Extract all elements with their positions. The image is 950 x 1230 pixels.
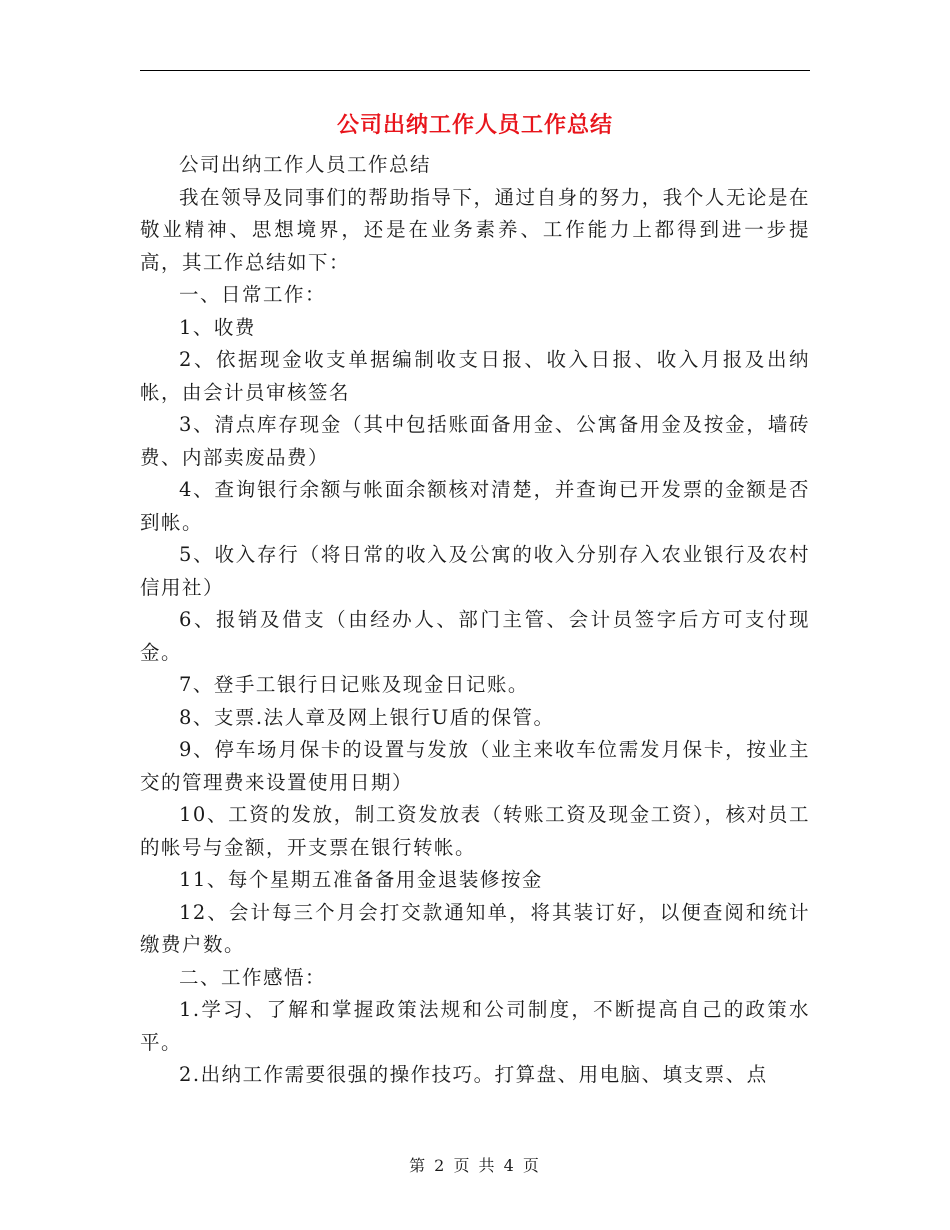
list-item: 7、登手工银行日记账及现金日记账。 bbox=[179, 673, 529, 696]
paragraph-subtitle: 公司出纳工作人员工作总结 bbox=[179, 153, 432, 176]
list-item: 5、收入存行（将日常的收入及公寓的收入分别存入农业银行及农村信用社） bbox=[140, 543, 810, 599]
list-item: 1.学习、了解和掌握政策法规和公司制度，不断提高自己的政策水平。 bbox=[140, 998, 810, 1054]
list-item: 3、清点库存现金（其中包括账面备用金、公寓备用金及按金，墙砖费、内部卖废品费） bbox=[140, 413, 810, 469]
list-item: 10、工资的发放，制工资发放表（转账工资及现金工资），核对员工的帐号与金额，开支票在银行转帐。 bbox=[140, 803, 810, 859]
header-rule bbox=[140, 70, 810, 71]
section-heading-insights: 二、工作感悟： bbox=[179, 965, 327, 989]
list-item: 12、会计每三个月会打交款通知单，将其装订好，以便查阅和统计缴费户数。 bbox=[140, 900, 810, 956]
list-item: 4、查询银行余额与帐面余额核对清楚，并查询已开发票的金额是否到帐。 bbox=[140, 478, 810, 534]
list-item: 2.出纳工作需要很强的操作技巧。打算盘、用电脑、填支票、点 bbox=[179, 1063, 768, 1086]
paragraph-intro: 我在领导及同事们的帮助指导下，通过自身的努力，我个人无论是在敬业精神、思想境界，还是在业务素养、工作能力上都得到进一步提高，其工作总结如下： bbox=[140, 185, 810, 274]
list-item: 1、收费 bbox=[179, 315, 256, 339]
list-item: 2、依据现金收支单据编制收支日报、收入日报、收入月报及出纳帐，由会计员审核签名 bbox=[140, 348, 810, 404]
document-body bbox=[140, 149, 810, 1092]
section-heading-daily-work: 一、日常工作： bbox=[179, 283, 327, 306]
list-item: 9、停车场月保卡的设置与发放（业主来收车位需发月保卡，按业主交的管理费来设置使用日期） bbox=[140, 738, 810, 794]
list-item: 6、报销及借支（由经办人、部门主管、会计员签字后方可支付现金。 bbox=[140, 608, 810, 664]
list-item: 11、每个星期五准备备用金退装修按金 bbox=[179, 868, 543, 891]
list-item: 8、支票.法人章及网上银行U盾的保管。 bbox=[179, 705, 555, 729]
document-title: 公司出纳工作人员工作总结 bbox=[336, 112, 613, 138]
page-number: 第 2 页 共 4 页 bbox=[409, 1156, 541, 1175]
